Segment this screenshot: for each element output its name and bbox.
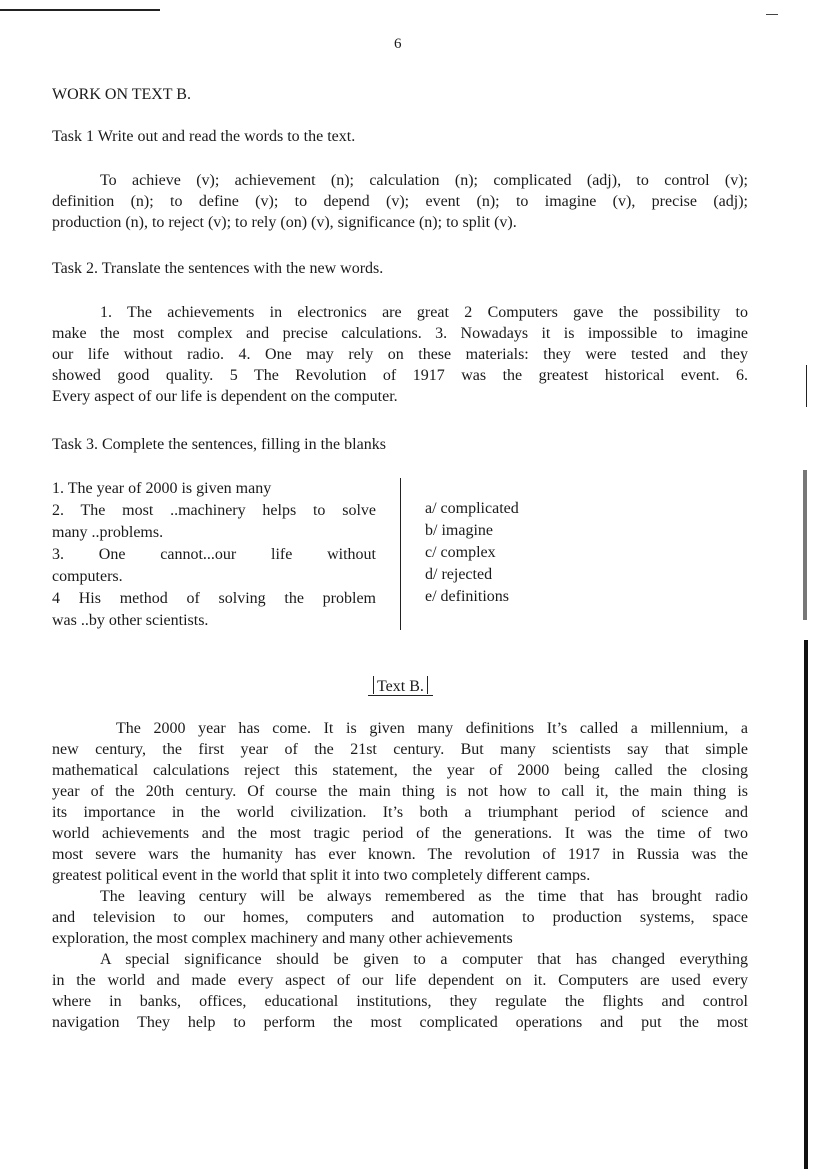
task2-line: our life without radio. 4. One may rely on these materials: they were tested and they	[52, 346, 748, 363]
task3-title: Task 3. Complete the sentences, filling in the blanks	[52, 436, 386, 453]
task3-options	[425, 498, 519, 608]
task3-sentence: 1. The year of 2000 is given many	[52, 480, 272, 497]
text-b-line: and television to our homes, computers and automation to production systems, space	[52, 909, 748, 926]
task1-wordlist	[52, 170, 748, 233]
option-item: a/ complicated	[425, 500, 519, 517]
text-b-title-box	[368, 676, 433, 696]
text-b-line: exploration, the most complex machinery and many other achievements	[52, 930, 513, 947]
task1-line: definition (n); to define (v); to depend (v); event (n); to imagine (v), precise (adj);	[52, 193, 748, 210]
task2-title: Task 2. Translate the sentences with the new words.	[52, 260, 384, 277]
task2-line: Every aspect of our life is dependent on the computer.	[52, 388, 398, 405]
task3-sentence: many ..problems.	[52, 524, 164, 541]
option-item: c/ complex	[425, 544, 496, 561]
text-b-title: Text B.	[377, 678, 424, 695]
text-b-line: greatest political event in the world that split it into two completely different camps.	[52, 867, 591, 884]
scan-mark	[806, 365, 807, 407]
text-b-line: its importance in the world civilization. It’s both a triumphant period of science and	[52, 804, 748, 821]
text-b-line: navigation They help to perform the most complicated operations and put the most	[52, 1014, 748, 1031]
task1-line: production (n), to reject (v); to rely (on) (v), significance (n); to split (v).	[52, 214, 517, 231]
text-b-line: where in banks, offices, educational institutions, they regulate the flights and control	[52, 993, 748, 1010]
scan-mark	[803, 470, 807, 620]
option-item: b/ imagine	[425, 522, 493, 539]
task2-line: make the most complex and precise calculations. 3. Nowadays it is impossible to imagine	[52, 325, 748, 342]
text-b-line: year of the 20th century. Of course the main thing is not how to call it, the main thing is	[52, 783, 748, 800]
task3-sentence: 4 His method of solving the problem	[52, 590, 376, 607]
text-b-line: in the world and made every aspect of our life dependent on it. Computers are used every	[52, 972, 748, 989]
task3-sentence: computers.	[52, 568, 123, 585]
top-rule	[0, 9, 160, 11]
task3-sentence: was ..by other scientists.	[52, 612, 209, 629]
text-b-line: The leaving century will be always remembered as the time that has brought radio	[100, 888, 748, 905]
task3-sentences	[52, 478, 376, 632]
option-item: e/ definitions	[425, 588, 509, 605]
task1-title: Task 1 Write out and read the words to the text.	[52, 128, 356, 145]
task3-sentence: 3. One cannot...our life without	[52, 546, 376, 563]
text-b-line: A special significance should be given to a computer that has changed everything	[100, 951, 748, 968]
text-b-body	[52, 718, 748, 1033]
scan-mark	[804, 640, 808, 1169]
task3-sentence: 2. The most ..machinery helps to solve	[52, 502, 376, 519]
task2-line: showed good quality. 5 The Revolution of 1917 was the greatest historical event. 6.	[52, 367, 748, 384]
text-b-line: new century, the first year of the 21st century. But many scientists say that simple	[52, 741, 748, 758]
corner-mark	[766, 14, 778, 15]
task2-line: 1. The achievements in electronics are great 2 Computers gave the possibility to	[100, 304, 748, 321]
column-divider	[400, 478, 401, 630]
text-b-line: most severe wars the humanity has ever known. The revolution of 1917 in Russia was the	[52, 846, 748, 863]
page-number: 6	[394, 36, 402, 52]
text-b-line: world achievements and the most tragic period of the generations. It was the time of two	[52, 825, 748, 842]
section-heading: WORK ON TEXT B.	[52, 86, 191, 103]
text-b-line: mathematical calculations reject this statement, the year of 2000 being called the closing	[52, 762, 748, 779]
task2-sentences	[52, 302, 748, 407]
option-item: d/ rejected	[425, 566, 493, 583]
text-b-line: The 2000 year has come. It is given many definitions It’s called a millennium, a	[116, 720, 748, 737]
task1-line: To achieve (v); achievement (n); calculation (n); complicated (adj), to control (v);	[100, 172, 748, 189]
